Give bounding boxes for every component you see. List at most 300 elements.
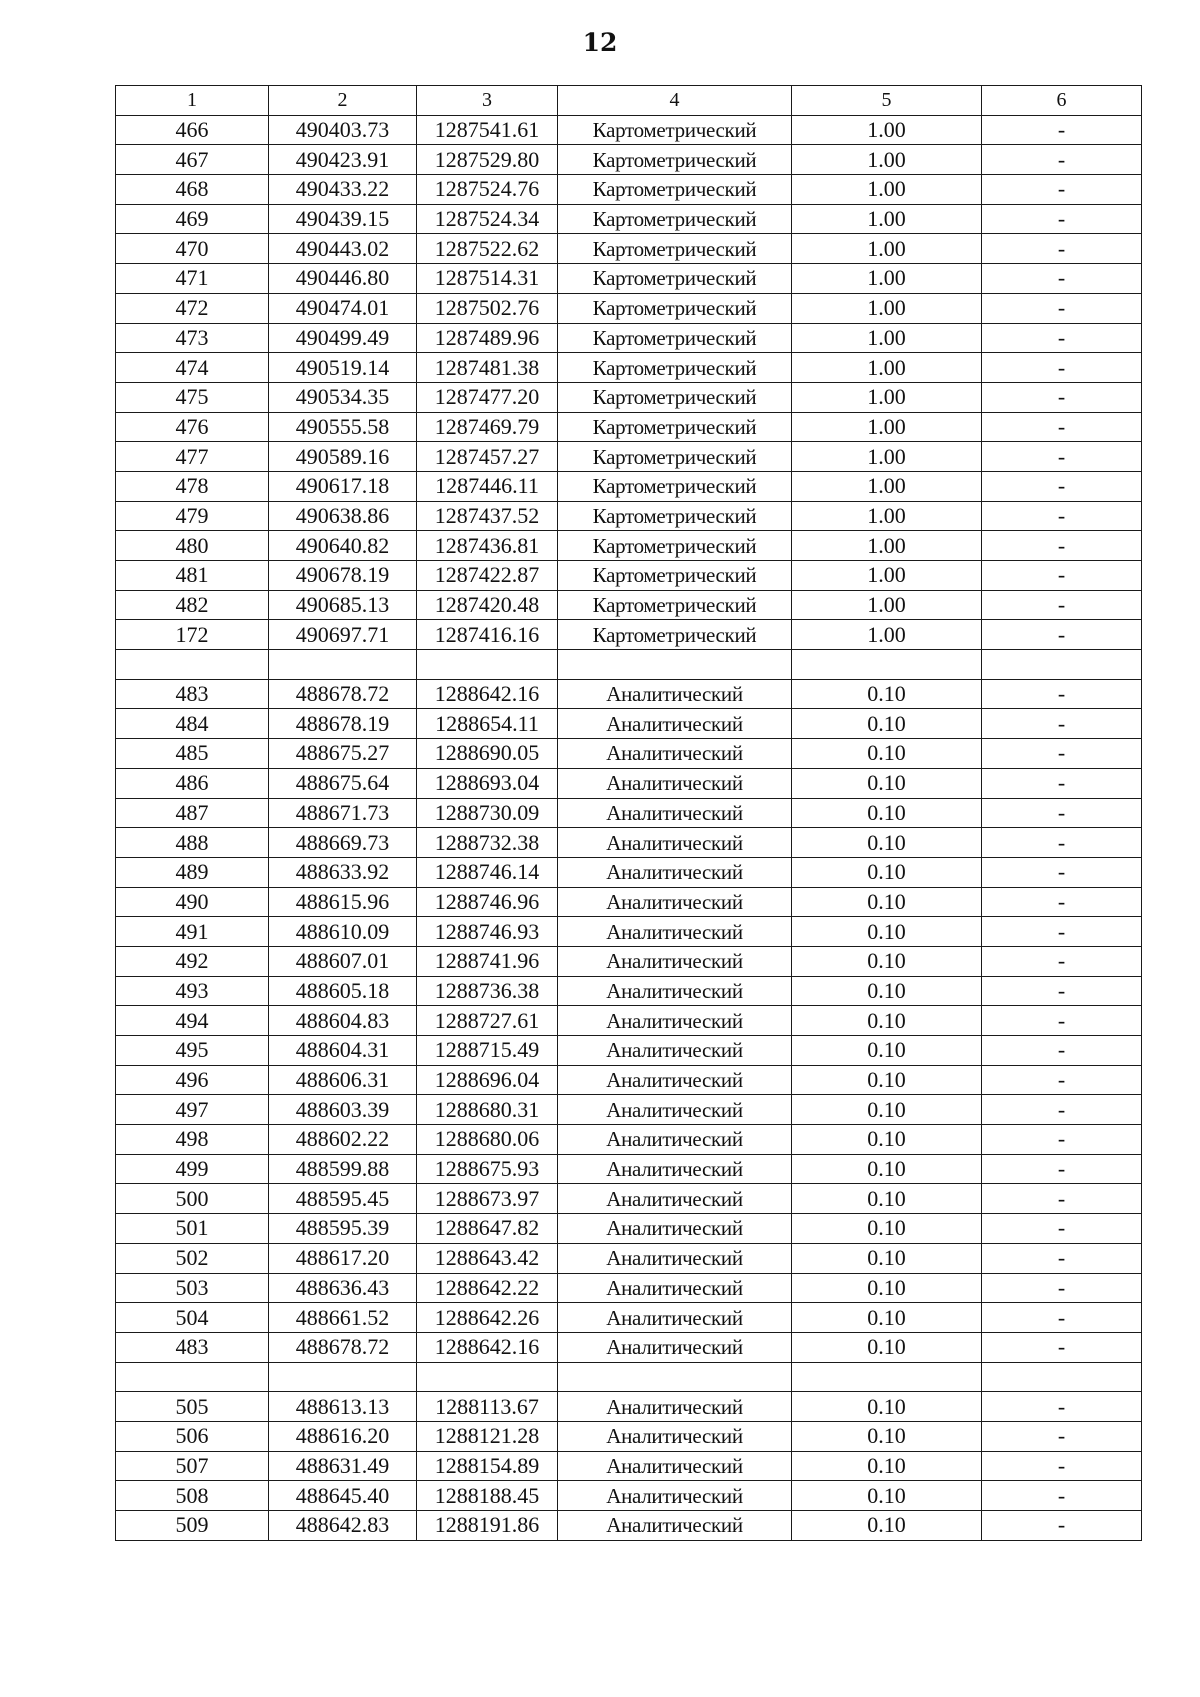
x-coordinate-cell: 488617.20: [269, 1243, 417, 1273]
method-cell: Аналитический: [558, 1095, 792, 1125]
table-row: [116, 1065, 1142, 1095]
table-row: [116, 1006, 1142, 1036]
method-cell: Аналитический: [558, 1243, 792, 1273]
method-cell: Аналитический: [558, 1451, 792, 1481]
note-cell: -: [982, 353, 1142, 383]
page-number: 12: [582, 28, 618, 57]
table-row: [116, 1511, 1142, 1541]
accuracy-cell: 0.10: [792, 1184, 982, 1214]
accuracy-cell: 1.00: [792, 115, 982, 145]
point-number-cell: 506: [116, 1421, 269, 1451]
x-coordinate-cell: 488675.64: [269, 768, 417, 798]
x-coordinate-cell: 490519.14: [269, 353, 417, 383]
note-cell: -: [982, 1421, 1142, 1451]
table-row: [116, 590, 1142, 620]
y-coordinate-cell: 1288642.16: [417, 679, 558, 709]
table-row: [116, 798, 1142, 828]
y-coordinate-cell: 1288188.45: [417, 1481, 558, 1511]
accuracy-cell: 1.00: [792, 471, 982, 501]
x-coordinate-cell: 490555.58: [269, 412, 417, 442]
y-coordinate-cell: 1287524.34: [417, 204, 558, 234]
method-cell: Аналитический: [558, 976, 792, 1006]
y-coordinate-cell: 1288730.09: [417, 798, 558, 828]
method-cell: Аналитический: [558, 1214, 792, 1244]
point-number-cell: 487: [116, 798, 269, 828]
point-number-cell: [116, 650, 269, 680]
table-row: [116, 739, 1142, 769]
accuracy-cell: 0.10: [792, 887, 982, 917]
y-coordinate-cell: 1288693.04: [417, 768, 558, 798]
note-cell: -: [982, 412, 1142, 442]
point-number-cell: 495: [116, 1036, 269, 1066]
accuracy-cell: 0.10: [792, 1006, 982, 1036]
header-cell-1: 1: [116, 86, 269, 116]
note-cell: -: [982, 1392, 1142, 1422]
x-coordinate-cell: 488606.31: [269, 1065, 417, 1095]
point-number-cell: 508: [116, 1481, 269, 1511]
method-cell: Аналитический: [558, 1481, 792, 1511]
note-cell: -: [982, 887, 1142, 917]
note-cell: -: [982, 531, 1142, 561]
table-row: [116, 1036, 1142, 1066]
x-coordinate-cell: 488595.39: [269, 1214, 417, 1244]
accuracy-cell: 1.00: [792, 204, 982, 234]
note-cell: -: [982, 1006, 1142, 1036]
accuracy-cell: 0.10: [792, 976, 982, 1006]
point-number-cell: 484: [116, 709, 269, 739]
y-coordinate-cell: 1287446.11: [417, 471, 558, 501]
method-cell: Картометрический: [558, 531, 792, 561]
y-coordinate-cell: 1288121.28: [417, 1421, 558, 1451]
table-body: [116, 86, 1142, 1541]
y-coordinate-cell: 1288673.97: [417, 1184, 558, 1214]
table-row: [116, 768, 1142, 798]
note-cell: -: [982, 1065, 1142, 1095]
table-row: [116, 234, 1142, 264]
point-number-cell: 505: [116, 1392, 269, 1422]
table-separator-row: [116, 1362, 1142, 1392]
table-row: [116, 531, 1142, 561]
point-number-cell: 479: [116, 501, 269, 531]
method-cell: Картометрический: [558, 353, 792, 383]
point-number-cell: 483: [116, 679, 269, 709]
method-cell: [558, 650, 792, 680]
table-row: [116, 353, 1142, 383]
point-number-cell: 498: [116, 1125, 269, 1155]
point-number-cell: 475: [116, 382, 269, 412]
y-coordinate-cell: 1287477.20: [417, 382, 558, 412]
accuracy-cell: 1.00: [792, 620, 982, 650]
table-separator-row: [116, 650, 1142, 680]
point-number-cell: 497: [116, 1095, 269, 1125]
table-row: [116, 1125, 1142, 1155]
point-number-cell: 486: [116, 768, 269, 798]
method-cell: [558, 1362, 792, 1392]
accuracy-cell: 0.10: [792, 1332, 982, 1362]
note-cell: -: [982, 442, 1142, 472]
note-cell: -: [982, 323, 1142, 353]
accuracy-cell: 1.00: [792, 412, 982, 442]
note-cell: -: [982, 946, 1142, 976]
x-coordinate-cell: 488610.09: [269, 917, 417, 947]
accuracy-cell: 0.10: [792, 1392, 982, 1422]
accuracy-cell: 0.10: [792, 917, 982, 947]
table-row: [116, 709, 1142, 739]
accuracy-cell: 1.00: [792, 353, 982, 383]
point-number-cell: 172: [116, 620, 269, 650]
point-number-cell: 499: [116, 1154, 269, 1184]
table-row: [116, 1332, 1142, 1362]
x-coordinate-cell: 488604.31: [269, 1036, 417, 1066]
method-cell: Картометрический: [558, 175, 792, 205]
x-coordinate-cell: 490534.35: [269, 382, 417, 412]
accuracy-cell: 0.10: [792, 1511, 982, 1541]
point-number-cell: 474: [116, 353, 269, 383]
point-number-cell: 492: [116, 946, 269, 976]
x-coordinate-cell: 488661.52: [269, 1303, 417, 1333]
accuracy-cell: 1.00: [792, 442, 982, 472]
point-number-cell: 481: [116, 561, 269, 591]
method-cell: Картометрический: [558, 471, 792, 501]
note-cell: -: [982, 768, 1142, 798]
point-number-cell: 480: [116, 531, 269, 561]
method-cell: Аналитический: [558, 828, 792, 858]
method-cell: Аналитический: [558, 1511, 792, 1541]
x-coordinate-cell: 488631.49: [269, 1451, 417, 1481]
x-coordinate-cell: 488604.83: [269, 1006, 417, 1036]
y-coordinate-cell: 1288736.38: [417, 976, 558, 1006]
table-row: [116, 264, 1142, 294]
method-cell: Картометрический: [558, 145, 792, 175]
point-number-cell: 504: [116, 1303, 269, 1333]
point-number-cell: [116, 1362, 269, 1392]
table-row: [116, 1303, 1142, 1333]
x-coordinate-cell: 488602.22: [269, 1125, 417, 1155]
accuracy-cell: 1.00: [792, 501, 982, 531]
accuracy-cell: 1.00: [792, 590, 982, 620]
coordinates-table: [115, 85, 1142, 1541]
y-coordinate-cell: 1288727.61: [417, 1006, 558, 1036]
x-coordinate-cell: 488642.83: [269, 1511, 417, 1541]
note-cell: [982, 1362, 1142, 1392]
point-number-cell: 494: [116, 1006, 269, 1036]
accuracy-cell: 1.00: [792, 264, 982, 294]
x-coordinate-cell: 488678.19: [269, 709, 417, 739]
x-coordinate-cell: [269, 650, 417, 680]
table-row: [116, 1095, 1142, 1125]
y-coordinate-cell: [417, 1362, 558, 1392]
method-cell: Картометрический: [558, 264, 792, 294]
accuracy-cell: 0.10: [792, 768, 982, 798]
y-coordinate-cell: 1288154.89: [417, 1451, 558, 1481]
note-cell: -: [982, 1095, 1142, 1125]
method-cell: Аналитический: [558, 1065, 792, 1095]
x-coordinate-cell: 490678.19: [269, 561, 417, 591]
accuracy-cell: 0.10: [792, 739, 982, 769]
table-row: [116, 887, 1142, 917]
note-cell: -: [982, 857, 1142, 887]
table-row: [116, 1154, 1142, 1184]
note-cell: [982, 650, 1142, 680]
y-coordinate-cell: 1287422.87: [417, 561, 558, 591]
accuracy-cell: 1.00: [792, 531, 982, 561]
table-row: [116, 175, 1142, 205]
point-number-cell: 471: [116, 264, 269, 294]
method-cell: Аналитический: [558, 1392, 792, 1422]
method-cell: Аналитический: [558, 1184, 792, 1214]
x-coordinate-cell: 488607.01: [269, 946, 417, 976]
point-number-cell: 468: [116, 175, 269, 205]
y-coordinate-cell: 1288647.82: [417, 1214, 558, 1244]
y-coordinate-cell: 1288191.86: [417, 1511, 558, 1541]
note-cell: -: [982, 1481, 1142, 1511]
x-coordinate-cell: 490638.86: [269, 501, 417, 531]
note-cell: -: [982, 798, 1142, 828]
point-number-cell: 502: [116, 1243, 269, 1273]
y-coordinate-cell: 1287436.81: [417, 531, 558, 561]
y-coordinate-cell: 1287524.76: [417, 175, 558, 205]
y-coordinate-cell: 1288746.96: [417, 887, 558, 917]
table-row: [116, 976, 1142, 1006]
note-cell: -: [982, 561, 1142, 591]
point-number-cell: 469: [116, 204, 269, 234]
header-cell-6: 6: [982, 86, 1142, 116]
accuracy-cell: 0.10: [792, 1303, 982, 1333]
method-cell: Картометрический: [558, 204, 792, 234]
x-coordinate-cell: 490685.13: [269, 590, 417, 620]
y-coordinate-cell: 1287437.52: [417, 501, 558, 531]
table-row: [116, 323, 1142, 353]
accuracy-cell: 0.10: [792, 857, 982, 887]
method-cell: Аналитический: [558, 1421, 792, 1451]
point-number-cell: 490: [116, 887, 269, 917]
note-cell: -: [982, 917, 1142, 947]
table-row: [116, 412, 1142, 442]
point-number-cell: 503: [116, 1273, 269, 1303]
accuracy-cell: 1.00: [792, 145, 982, 175]
y-coordinate-cell: 1287541.61: [417, 115, 558, 145]
table-row: [116, 115, 1142, 145]
note-cell: -: [982, 501, 1142, 531]
x-coordinate-cell: 488633.92: [269, 857, 417, 887]
table-row: [116, 1451, 1142, 1481]
x-coordinate-cell: 488615.96: [269, 887, 417, 917]
y-coordinate-cell: 1288715.49: [417, 1036, 558, 1066]
point-number-cell: 467: [116, 145, 269, 175]
table-row: [116, 471, 1142, 501]
x-coordinate-cell: 488678.72: [269, 679, 417, 709]
point-number-cell: 501: [116, 1214, 269, 1244]
method-cell: Аналитический: [558, 857, 792, 887]
method-cell: Картометрический: [558, 442, 792, 472]
y-coordinate-cell: 1288690.05: [417, 739, 558, 769]
x-coordinate-cell: 488616.20: [269, 1421, 417, 1451]
accuracy-cell: 0.10: [792, 1421, 982, 1451]
header-cell-4: 4: [558, 86, 792, 116]
accuracy-cell: 0.10: [792, 1273, 982, 1303]
table-row: [116, 917, 1142, 947]
point-number-cell: 491: [116, 917, 269, 947]
x-coordinate-cell: 488669.73: [269, 828, 417, 858]
table-row: [116, 293, 1142, 323]
accuracy-cell: 0.10: [792, 798, 982, 828]
table-row: [116, 857, 1142, 887]
method-cell: Аналитический: [558, 1332, 792, 1362]
point-number-cell: 509: [116, 1511, 269, 1541]
point-number-cell: 496: [116, 1065, 269, 1095]
x-coordinate-cell: 490403.73: [269, 115, 417, 145]
note-cell: -: [982, 739, 1142, 769]
accuracy-cell: 0.10: [792, 1451, 982, 1481]
method-cell: Аналитический: [558, 1154, 792, 1184]
x-coordinate-cell: 488671.73: [269, 798, 417, 828]
method-cell: Аналитический: [558, 917, 792, 947]
y-coordinate-cell: 1288113.67: [417, 1392, 558, 1422]
method-cell: Картометрический: [558, 115, 792, 145]
note-cell: -: [982, 620, 1142, 650]
table-row: [116, 1273, 1142, 1303]
y-coordinate-cell: 1288643.42: [417, 1243, 558, 1273]
point-number-cell: 507: [116, 1451, 269, 1481]
x-coordinate-cell: [269, 1362, 417, 1392]
note-cell: -: [982, 1451, 1142, 1481]
x-coordinate-cell: 488645.40: [269, 1481, 417, 1511]
x-coordinate-cell: 488613.13: [269, 1392, 417, 1422]
y-coordinate-cell: 1288642.26: [417, 1303, 558, 1333]
accuracy-cell: 0.10: [792, 1036, 982, 1066]
accuracy-cell: 1.00: [792, 234, 982, 264]
table-row: [116, 442, 1142, 472]
method-cell: Аналитический: [558, 739, 792, 769]
y-coordinate-cell: 1288675.93: [417, 1154, 558, 1184]
note-cell: -: [982, 1332, 1142, 1362]
note-cell: -: [982, 1214, 1142, 1244]
note-cell: -: [982, 175, 1142, 205]
x-coordinate-cell: 490589.16: [269, 442, 417, 472]
note-cell: -: [982, 679, 1142, 709]
table-row: [116, 1481, 1142, 1511]
note-cell: -: [982, 115, 1142, 145]
note-cell: -: [982, 382, 1142, 412]
accuracy-cell: 1.00: [792, 561, 982, 591]
y-coordinate-cell: 1287420.48: [417, 590, 558, 620]
table-row: [116, 561, 1142, 591]
header-cell-5: 5: [792, 86, 982, 116]
point-number-cell: 473: [116, 323, 269, 353]
x-coordinate-cell: 488678.72: [269, 1332, 417, 1362]
note-cell: -: [982, 709, 1142, 739]
note-cell: -: [982, 234, 1142, 264]
note-cell: -: [982, 145, 1142, 175]
method-cell: Картометрический: [558, 501, 792, 531]
point-number-cell: 466: [116, 115, 269, 145]
note-cell: -: [982, 1154, 1142, 1184]
note-cell: -: [982, 293, 1142, 323]
note-cell: -: [982, 471, 1142, 501]
x-coordinate-cell: 490446.80: [269, 264, 417, 294]
method-cell: Картометрический: [558, 561, 792, 591]
x-coordinate-cell: 490499.49: [269, 323, 417, 353]
table-row: [116, 501, 1142, 531]
accuracy-cell: 1.00: [792, 323, 982, 353]
point-number-cell: 470: [116, 234, 269, 264]
point-number-cell: 478: [116, 471, 269, 501]
method-cell: Аналитический: [558, 887, 792, 917]
method-cell: Картометрический: [558, 412, 792, 442]
y-coordinate-cell: 1288642.22: [417, 1273, 558, 1303]
table-row: [116, 1214, 1142, 1244]
accuracy-cell: 0.10: [792, 1065, 982, 1095]
table-row: [116, 382, 1142, 412]
y-coordinate-cell: 1287416.16: [417, 620, 558, 650]
y-coordinate-cell: 1288642.16: [417, 1332, 558, 1362]
point-number-cell: 472: [116, 293, 269, 323]
table-row: [116, 1421, 1142, 1451]
method-cell: Аналитический: [558, 1036, 792, 1066]
y-coordinate-cell: 1288654.11: [417, 709, 558, 739]
method-cell: Картометрический: [558, 620, 792, 650]
method-cell: Картометрический: [558, 382, 792, 412]
x-coordinate-cell: 490443.02: [269, 234, 417, 264]
y-coordinate-cell: 1288746.14: [417, 857, 558, 887]
method-cell: Аналитический: [558, 768, 792, 798]
header-cell-2: 2: [269, 86, 417, 116]
y-coordinate-cell: 1288680.06: [417, 1125, 558, 1155]
x-coordinate-cell: 490640.82: [269, 531, 417, 561]
x-coordinate-cell: 490433.22: [269, 175, 417, 205]
accuracy-cell: 0.10: [792, 1125, 982, 1155]
method-cell: Аналитический: [558, 946, 792, 976]
note-cell: -: [982, 590, 1142, 620]
accuracy-cell: 0.10: [792, 946, 982, 976]
accuracy-cell: 1.00: [792, 175, 982, 205]
table-header-row: [116, 86, 1142, 116]
point-number-cell: 477: [116, 442, 269, 472]
y-coordinate-cell: 1287481.38: [417, 353, 558, 383]
method-cell: Аналитический: [558, 679, 792, 709]
note-cell: -: [982, 1303, 1142, 1333]
table-row: [116, 946, 1142, 976]
x-coordinate-cell: 490617.18: [269, 471, 417, 501]
accuracy-cell: 0.10: [792, 1214, 982, 1244]
method-cell: Аналитический: [558, 1006, 792, 1036]
x-coordinate-cell: 488603.39: [269, 1095, 417, 1125]
note-cell: -: [982, 1125, 1142, 1155]
point-number-cell: 489: [116, 857, 269, 887]
accuracy-cell: 1.00: [792, 382, 982, 412]
table-row: [116, 1392, 1142, 1422]
accuracy-cell: 0.10: [792, 1481, 982, 1511]
method-cell: Аналитический: [558, 1273, 792, 1303]
method-cell: Картометрический: [558, 293, 792, 323]
note-cell: -: [982, 1243, 1142, 1273]
table-row: [116, 620, 1142, 650]
method-cell: Картометрический: [558, 590, 792, 620]
table-row: [116, 828, 1142, 858]
point-number-cell: 488: [116, 828, 269, 858]
y-coordinate-cell: 1288680.31: [417, 1095, 558, 1125]
method-cell: Аналитический: [558, 1125, 792, 1155]
note-cell: -: [982, 1036, 1142, 1066]
method-cell: Аналитический: [558, 798, 792, 828]
note-cell: -: [982, 204, 1142, 234]
accuracy-cell: 0.10: [792, 679, 982, 709]
accuracy-cell: 0.10: [792, 709, 982, 739]
point-number-cell: 500: [116, 1184, 269, 1214]
point-number-cell: 476: [116, 412, 269, 442]
note-cell: -: [982, 1511, 1142, 1541]
method-cell: Аналитический: [558, 1303, 792, 1333]
